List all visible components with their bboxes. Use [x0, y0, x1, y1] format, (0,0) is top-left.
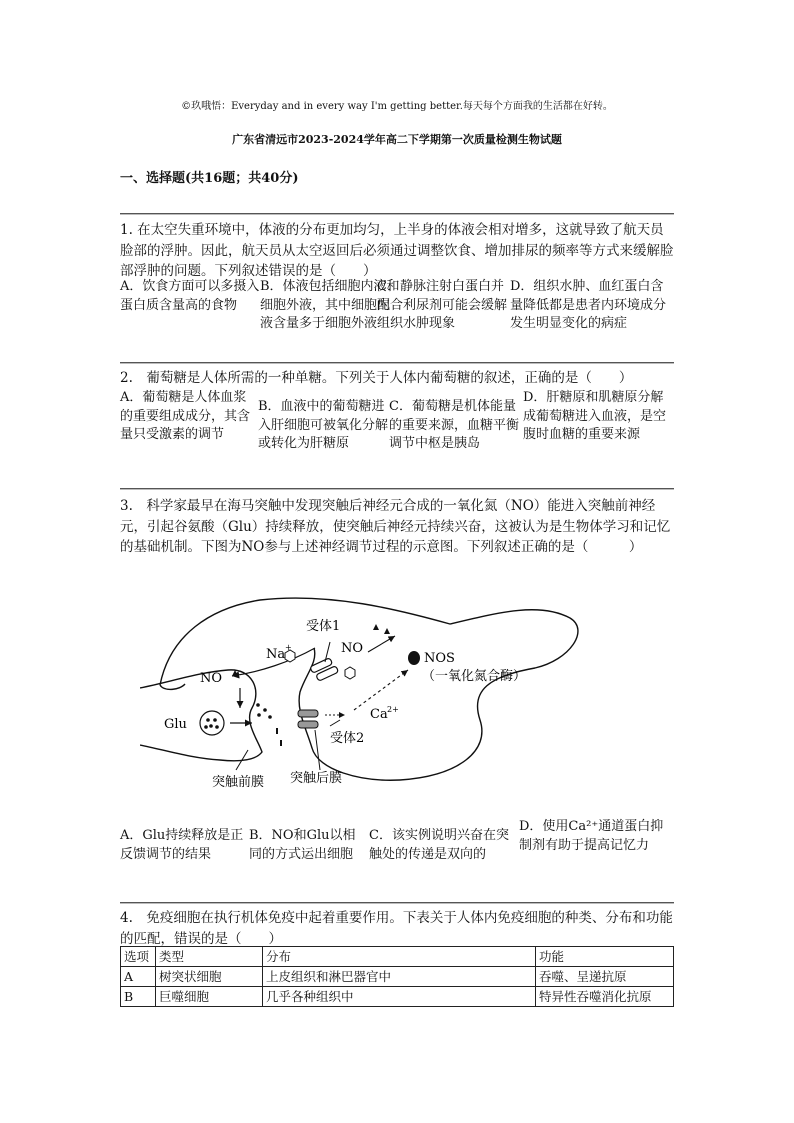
q3-option-a[interactable]: A．Glu持续释放是正反馈调节的结果: [120, 828, 244, 862]
q2-option-d[interactable]: D．肝糖原和肌糖原分解成葡萄糖进入血液，是空腹时血糖的重要来源: [523, 390, 667, 442]
exam-title: 广东省清远市2023-2024学年高二下学期第一次质量检测生物试题: [232, 133, 562, 146]
q2-option-a[interactable]: A．葡萄糖是人体血浆的重要组成成分，其含量只受激素的调节: [120, 390, 251, 442]
q4-stem: 4. 免疫细胞在执行机体免疫中起着重要作用。下表关于人体内免疫细胞的种类、分布和功能的匹配，错误的是（ ）: [120, 910, 673, 947]
nos-label: NOS: [424, 651, 455, 666]
question-divider: [120, 488, 674, 489]
page-header-motto: ©玖哦悟：Everyday and in every way I'm getting better.每天每个方面我的生活都在好转。: [181, 101, 613, 112]
table-row: [121, 967, 674, 987]
calcium-charge: 2+: [387, 705, 399, 714]
table-header-cell: 分布: [263, 947, 536, 967]
table-cell: B: [121, 987, 156, 1007]
q1-stem: 1. 在太空失重环境中，体液的分布更加均匀，上半身的体液会相对增多，这就导致了航天员脸部的浮肿。因此，航天员从太空返回后必须通过调整饮食、增加排尿的频率等方式来缓解脸部浮肿的问题。下列叙述错误的是（ ）: [120, 222, 674, 279]
receptor-2-label: 受体2: [330, 731, 365, 746]
question-divider: [120, 902, 674, 903]
q1-option-a[interactable]: A．饮食方面可以多摄入蛋白质含量高的食物: [120, 279, 260, 313]
table-cell: 特异性吞噬消化抗原: [536, 987, 674, 1007]
table-cell: A: [121, 967, 156, 987]
presynaptic-membrane-label: 突触前膜: [212, 775, 265, 790]
table-cell: 上皮组织和淋巴器官中: [263, 967, 536, 987]
immune-cell-table: [120, 946, 674, 1007]
glu-label: Glu: [164, 717, 187, 732]
sodium-label: Na: [266, 647, 286, 662]
q3-option-b[interactable]: B．NO和Glu以相同的方式运出细胞: [249, 828, 356, 862]
q3-option-d[interactable]: D．使用Ca²⁺通道蛋白抑制剂有助于提高记忆力: [519, 819, 664, 853]
postsynaptic-neuron-path: [160, 598, 578, 780]
table-header-cell: 选项: [121, 947, 156, 967]
calcium-label: Ca: [370, 707, 388, 722]
table-header-row: [121, 947, 674, 967]
nos-enzyme-icon: [408, 651, 420, 665]
sodium-charge: +: [285, 643, 292, 652]
q2-option-b[interactable]: B．血液中的葡萄糖进入肝细胞可被氧化分解或转化为肝糖原: [258, 399, 389, 451]
table-header-cell: 类型: [156, 947, 263, 967]
q1-option-c[interactable]: C．静脉注射白蛋白并配合利尿剂可能会缓解组织水肿现象: [377, 279, 508, 331]
q2-stem: 2. 葡萄糖是人体所需的一种单糖。下列关于人体内葡萄糖的叙述，正确的是（ ）: [120, 370, 633, 386]
receptor-1-label: 受体1: [306, 619, 341, 634]
table-cell: 几乎各种组织中: [263, 987, 536, 1007]
synapse-diagram: [140, 590, 700, 800]
question-divider: [120, 213, 674, 214]
table-cell: 树突状细胞: [156, 967, 263, 987]
q3-option-c[interactable]: C．该实例说明兴奋在突触处的传递是双向的: [369, 828, 509, 862]
section-heading: 一、选择题(共16题；共40分): [120, 171, 299, 186]
no-label-post: NO: [341, 641, 364, 656]
nos-fullname-label: （一氧化氮合酶）: [422, 669, 527, 684]
postsynaptic-membrane-label: 突触后膜: [290, 771, 343, 786]
q1-option-b[interactable]: B．体液包括细胞内液和细胞外液，其中细胞内液含量多于细胞外液: [260, 279, 400, 331]
table-header-cell: 功能: [536, 947, 674, 967]
table-cell: 巨噬细胞: [156, 987, 263, 1007]
glu-vesicle-icon: [200, 711, 224, 735]
sodium-ion-icon: [345, 667, 355, 679]
table-cell: 吞噬、呈递抗原: [536, 967, 674, 987]
table-row: [121, 987, 674, 1007]
receptor-2-icon: [298, 710, 318, 717]
no-label-pre: NO: [200, 671, 223, 686]
q2-option-c[interactable]: C．葡萄糖是机体能量的重要来源，血糖平衡调节中枢是胰岛: [389, 399, 520, 451]
question-divider: [120, 362, 674, 363]
q1-option-d[interactable]: D．组织水肿、血红蛋白含量降低都是患者内环境成分发生明显变化的病症: [510, 279, 667, 331]
q3-stem: 3. 科学家最早在海马突触中发现突触后神经元合成的一氧化氮（NO）能进入突触前神经元，引起谷氨酸（Glu）持续释放，使突触后神经元持续兴奋，这被认为是生物体学习和记忆的基础机制。下图为NO参与上述神经调节过程的示意图。下列叙述正确的是（ ）: [120, 498, 671, 555]
